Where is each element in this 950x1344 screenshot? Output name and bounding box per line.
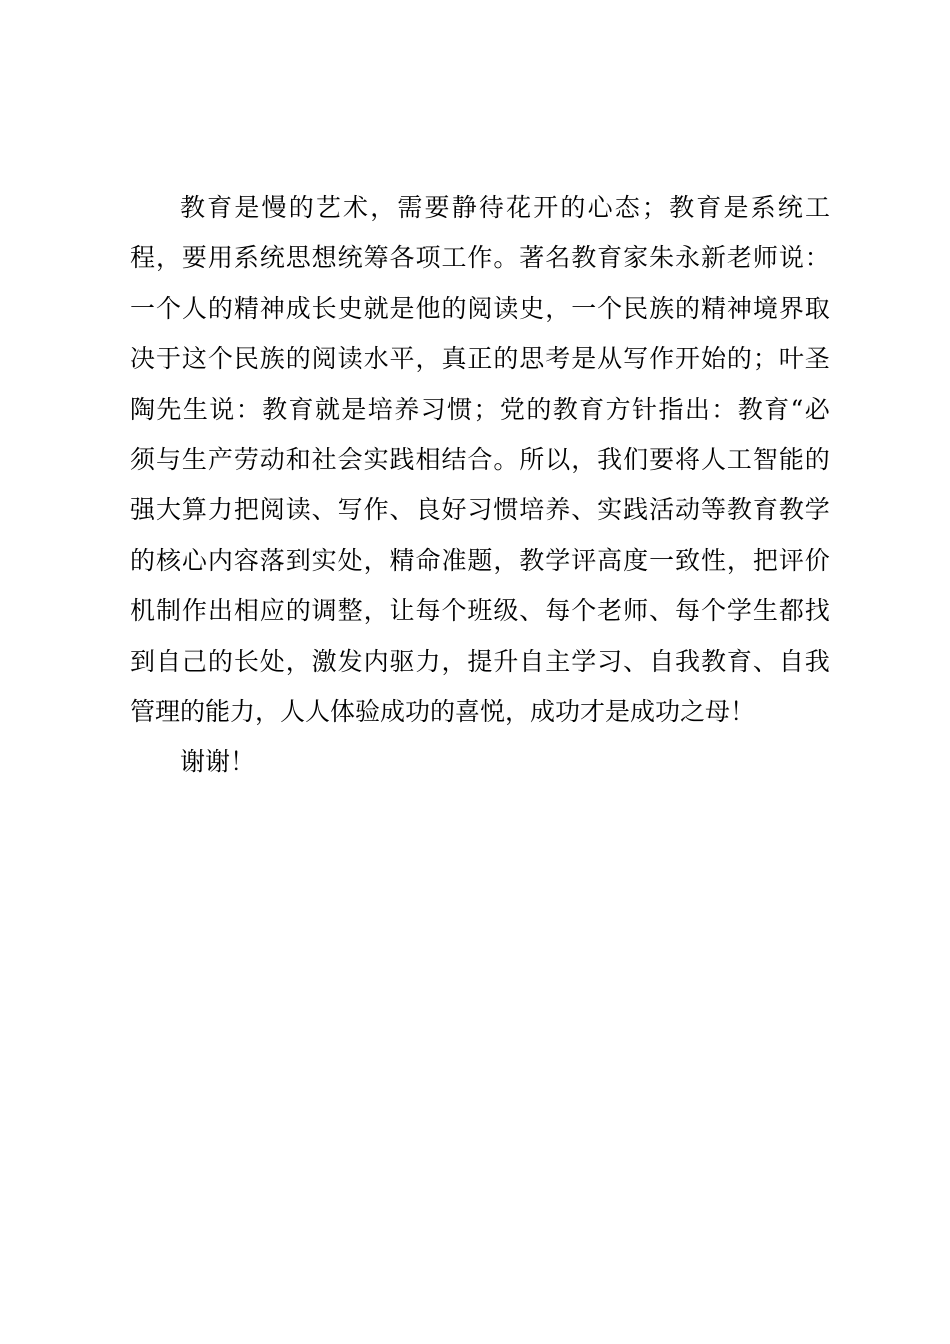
paragraph-line: 须 与 生 产 劳 动 和 社 会 实 践 相 结 合 。 所 以 ， 我 们 要 将 人 工 智 能 的 bbox=[130, 444, 830, 474]
paragraph-line: 决 于 这 个 民 族 的 阅 读 水 平 ， 真 正 的 思 考 是 从 写 作 开 始 的 ； 叶 圣 bbox=[130, 344, 830, 374]
paragraph-line: 强 大 算 力 把 阅 读 、 写 作 、 良 好 习 惯 培 养 、 实 践 活 动 等 教 育 教 学 bbox=[130, 495, 830, 525]
paragraph-line: 程 ， 要 用 系 统 思 想 统 筹 各 项 工 作 。 著 名 教 育 家 朱 永 新 老 师 说 ： bbox=[130, 243, 830, 273]
paragraph-line: 一 个 人 的 精 神 成 长 史 就 是 他 的 阅 读 史 ， 一 个 民 族 的 精 神 境 界 取 bbox=[130, 293, 830, 323]
closing-thanks: 谢谢！ bbox=[180, 747, 256, 776]
speech-paragraph bbox=[130, 183, 830, 737]
paragraph-line: 到 自 己 的 长 处 ， 激 发 内 驱 力 ， 提 升 自 主 学 习 、 自 我 教 育 、 自 我 bbox=[130, 646, 830, 676]
paragraph-line: 机 制 作 出 相 应 的 调 整 ， 让 每 个 班 级 、 每 个 老 师 、 每 个 学 生 都 找 bbox=[130, 596, 830, 626]
paragraph-line: 管理的能力，人人体验成功的喜悦，成功才是成功之母！ bbox=[130, 696, 756, 726]
paragraph-line: 教 育 是 慢 的 艺 术 ， 需 要 静 待 花 开 的 心 态 ； 教 育 是 系 统 工 bbox=[180, 193, 830, 222]
paragraph-line: 陶 先 生 说 ： 教 育 就 是 培 养 习 惯 ； 党 的 教 育 方 针 指 出 ： 教 育 “ 必 bbox=[130, 394, 830, 424]
paragraph-line: 的 核 心 内 容 落 到 实 处 ， 精 命 准 题 ， 教 学 评 高 度 一 致 性 ， 把 评 价 bbox=[130, 545, 830, 575]
